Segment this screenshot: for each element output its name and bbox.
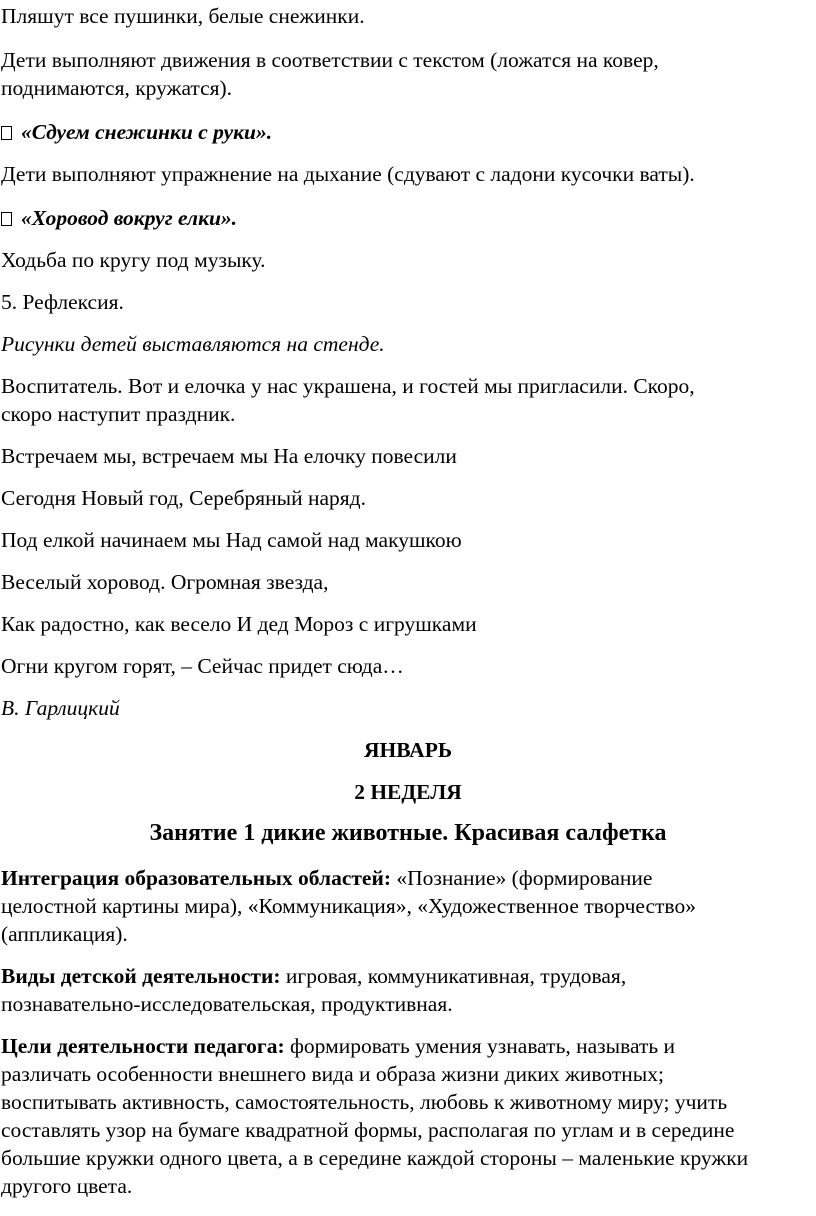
poem-line: Огни кругом горят, – Сейчас придет сюда…: [1, 654, 404, 678]
poem-line: Сегодня Новый год, Серебряный наряд.: [1, 486, 366, 510]
exercise-title: [1, 118, 272, 146]
lesson-title: Занятие 1 дикие животные. Красивая салфетка: [149, 820, 667, 846]
teacher-speech: скоро наступит праздник.: [1, 402, 236, 426]
month-heading: ЯНВАРЬ: [363, 738, 453, 762]
activities-text: познавательно-исследовательская, продуктивная.: [1, 992, 453, 1016]
bullet-box-icon: [1, 212, 12, 226]
teacher-speech: Воспитатель. Вот и елочка у нас украшена, и гостей мы пригласили. Скоро,: [1, 374, 695, 398]
exercise-title-text: «Хоровод вокруг елки».: [21, 206, 238, 230]
goals-line: [1, 1032, 675, 1060]
section-title: 5. Рефлексия.: [1, 290, 124, 314]
integration-line: [1, 864, 652, 892]
activities-text: игровая, коммуникативная, трудовая,: [280, 964, 627, 988]
integration-text: «Познание» (формирование: [391, 866, 653, 890]
poem-line: Пляшут все пушинки, белые снежинки.: [1, 4, 365, 28]
poem-line: Под елкой начинаем мы Над самой над макушкою: [1, 528, 462, 552]
exercise-title: [1, 204, 237, 232]
week-heading: 2 НЕДЕЛЯ: [354, 780, 462, 804]
poem-line: Веселый хоровод. Огромная звезда,: [1, 570, 329, 594]
poem-line: Как радостно, как весело И дед Мороз с игрушками: [1, 612, 477, 636]
goals-label: Цели деятельности педагога:: [1, 1034, 285, 1058]
goals-text: составлять узор на бумаге квадратной формы, располагая по углам и в середине: [1, 1118, 735, 1142]
goals-text: формировать умения узнавать, называть и: [284, 1034, 676, 1058]
instruction-text: Дети выполняют движения в соответствии с текстом (ложатся на ковер,: [1, 48, 659, 72]
activities-label: Виды детской деятельности:: [1, 964, 281, 988]
poem-line: Встречаем мы, встречаем мы На елочку повесили: [1, 444, 457, 468]
integration-text: целостной картины мира), «Коммуникация», «Художественное творчество»: [1, 894, 696, 918]
integration-label: Интеграция образовательных областей:: [1, 866, 392, 890]
exercise-title-text: «Сдуем снежинки с руки».: [21, 120, 273, 144]
instruction-text: Ходьба по кругу под музыку.: [1, 248, 266, 272]
bullet-box-icon: [1, 126, 12, 140]
goals-text: другого цвета.: [1, 1174, 133, 1198]
integration-text: (аппликация).: [1, 922, 128, 946]
activities-line: [1, 962, 626, 990]
goals-text: большие кружки одного цвета, а в середине каждой стороны – маленькие кружки: [1, 1146, 749, 1170]
instruction-text: Рисунки детей выставляются на стенде.: [1, 332, 385, 356]
goals-text: воспитывать активность, самостоятельность, любовь к животному миру; учить: [1, 1090, 728, 1114]
instruction-text: Дети выполняют упражнение на дыхание (сдувают с ладони кусочки ваты).: [1, 162, 695, 186]
goals-text: различать особенности внешнего вида и образа жизни диких животных;: [1, 1062, 664, 1086]
poem-author: В. Гарлицкий: [1, 696, 120, 720]
instruction-text: поднимаются, кружатся).: [1, 76, 233, 100]
